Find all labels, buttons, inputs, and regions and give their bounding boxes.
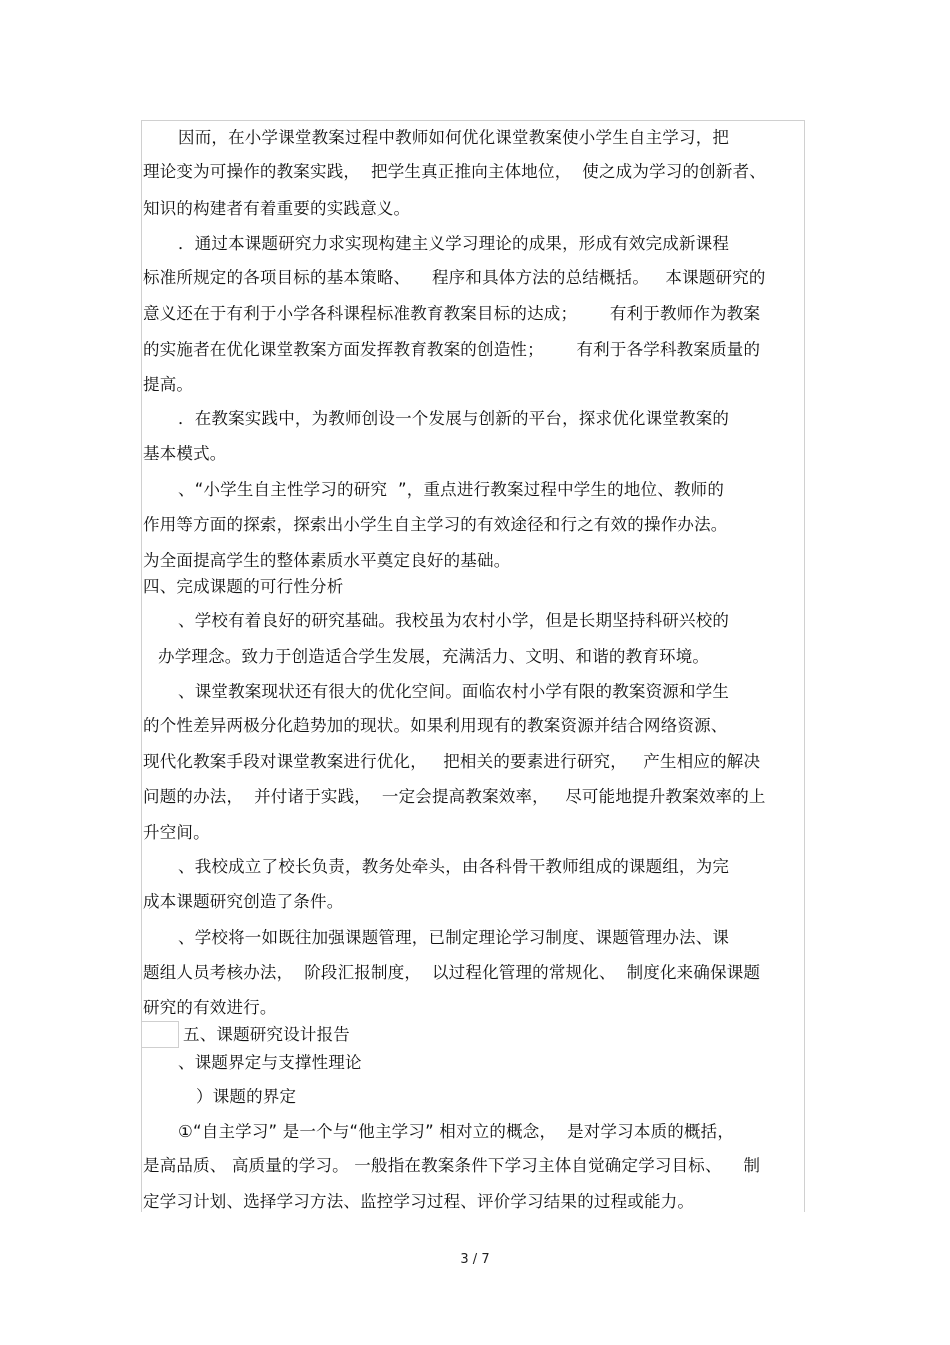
paragraph-line: 知识的构建者有着重要的实践意义。: [143, 199, 411, 218]
paragraph-line: ①“自主学习” 是一个与“他主学习” 相对立的概念， 是对学习本质的概括，: [178, 1122, 735, 1141]
paragraph-line: 的个性差异两极分化趋势加的现状。如果利用现有的教案资源并结合网络资源、: [143, 716, 728, 735]
paragraph-line: 作用等方面的探索，探索出小学生自主学习的有效途径和行之有效的操作办法。: [143, 515, 728, 534]
paragraph-line: 为全面提高学生的整体素质水平奠定良好的基础。: [143, 551, 511, 570]
paragraph-line: 升空间。: [143, 823, 210, 842]
subsection-heading: ）课题的界定: [196, 1087, 297, 1106]
paragraph-line: 问题的办法， 并付诸于实践， 一定会提高教案效率， 尽可能地提升教案效率的上: [143, 787, 766, 806]
paragraph-line: ．通过本课题研究力求实现构建主义学习理论的成果，形成有效完成新课程: [178, 234, 730, 253]
section-heading: 五、课题研究设计报告: [183, 1025, 350, 1044]
paragraph-line: 、学校有着良好的研究基础。我校虽为农村小学，但是长期坚持科研兴校的: [178, 611, 730, 630]
paragraph-line: 成本课题研究创造了条件。: [143, 892, 344, 911]
paragraph-line: 意义还在于有利于小学各科课程标准教育教案目标的达成； 有利于教师作为教案: [143, 304, 761, 323]
paragraph-line: 研究的有效进行。: [143, 998, 277, 1017]
paragraph-line: 现代化教案手段对课堂教案进行优化， 把相关的要素进行研究， 产生相应的解决: [143, 752, 761, 771]
subsection-heading: 、课题界定与支撑性理论: [178, 1053, 362, 1072]
paragraph-line: ．在教案实践中，为教师创设一个发展与创新的平台，探求优化课堂教案的: [178, 409, 730, 428]
paragraph-line: 提高。: [143, 375, 194, 394]
page-number: 3 / 7: [460, 1252, 490, 1267]
paragraph-line: 、学校将一如既往加强课题管理，已制定理论学习制度、课题管理办法、课: [178, 928, 730, 947]
paragraph-line: 题组人员考核办法， 阶段汇报制度， 以过程化管理的常规化、 制度化来确保课题: [143, 963, 761, 982]
paragraph-line: 、课堂教案现状还有很大的优化空间。面临农村小学有限的教案资源和学生: [178, 682, 730, 701]
section-heading: 四、完成课题的可行性分析: [143, 577, 344, 596]
paragraph-line: 因而，在小学课堂教案过程中教师如何优化课堂教案使小学生自主学习，把: [178, 128, 730, 147]
paragraph-line: 理论变为可操作的教案实践， 把学生真正推向主体地位， 使之成为学习的创新者、: [143, 162, 766, 181]
paragraph-line: 是高品质、 高质量的学习。 一般指在教案条件下学习主体自觉确定学习目标、 制: [143, 1156, 761, 1175]
paragraph-line: 标准所规定的各项目标的基本策略、 程序和具体方法的总结概括。 本课题研究的: [143, 268, 766, 287]
paragraph-line: 、“小学生自主性学习的研究 ”，重点进行教案过程中学生的地位、教师的: [178, 480, 725, 499]
paragraph-line: 办学理念。致力于创造适合学生发展，充满活力、文明、和谐的教育环境。: [158, 647, 710, 666]
table-cell: [141, 1021, 179, 1048]
paragraph-line: 的实施者在优化课堂教案方面发挥教育教案的创造性； 有利于各学科教案质量的: [143, 340, 761, 359]
paragraph-line: 、我校成立了校长负责，教务处牵头，由各科骨干教师组成的课题组，为完: [178, 857, 730, 876]
paragraph-line: 定学习计划、选择学习方法、监控学习过程、评价学习结果的过程或能力。: [143, 1192, 695, 1211]
paragraph-line: 基本模式。: [143, 444, 227, 463]
